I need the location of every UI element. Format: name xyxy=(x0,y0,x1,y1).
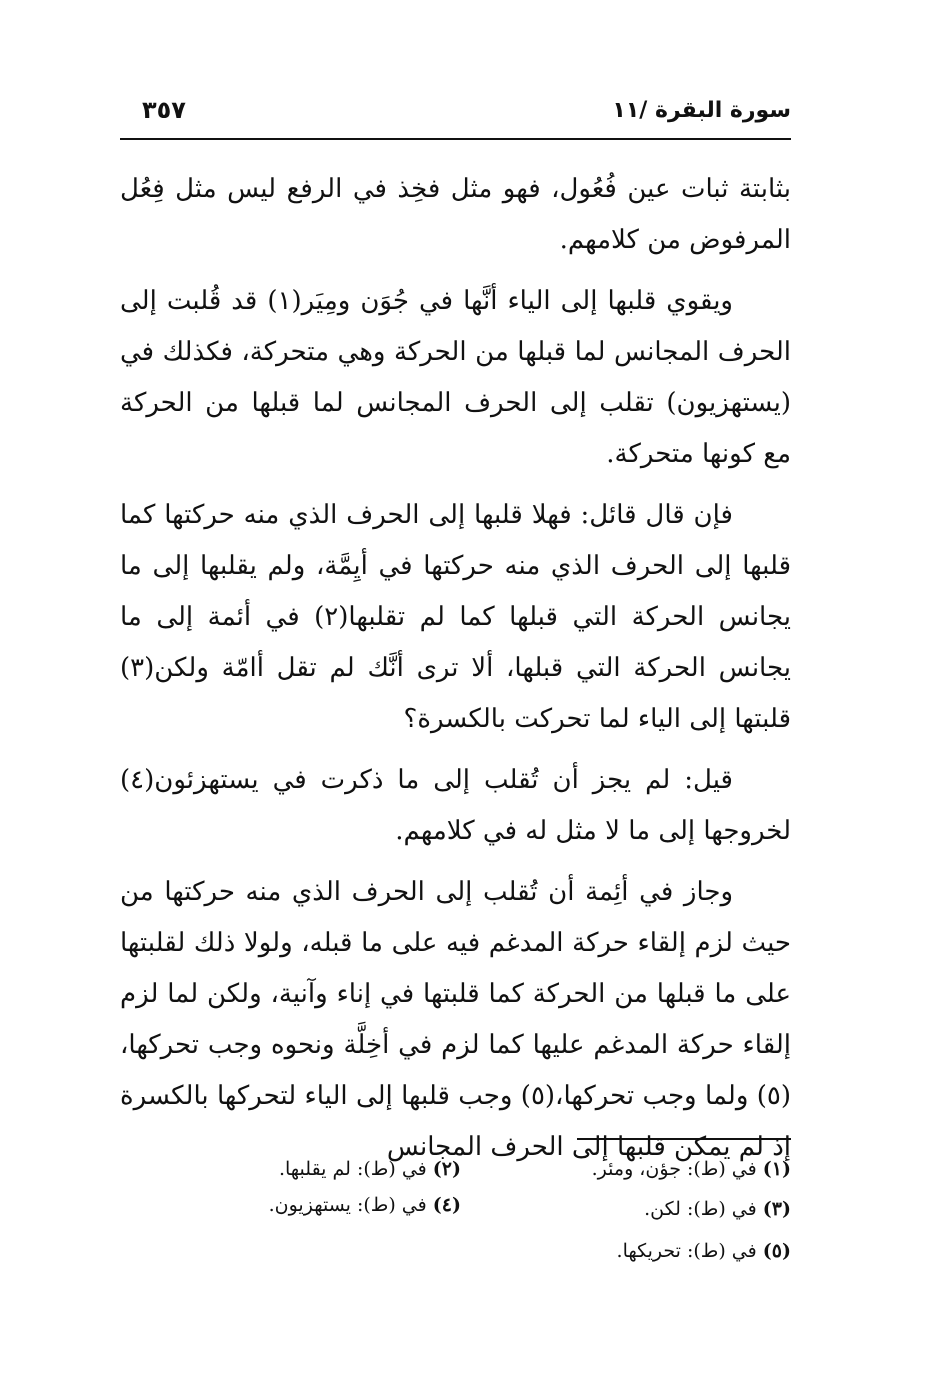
footnote-divider xyxy=(577,1138,791,1140)
paragraph-5: وجاز في أئِمة أن تُقلب إلى الحرف الذي منه حركتها من حيث لزم إلقاء حركة المدغم فيه على ما قبله، ولولا ذلك لقلبتها على ما قبلها من الحركة كما قلبتها في إناء وآنية، ولكن لما لزم إلقاء حركة المدغم عليها كما لزم في أخِلَّة ونحوه وجب تحركها،(٥) ولما وجب تحركها،(٥) وجب قلبها إلى الياء لتحركها بالكسرة إذ لم يمكن قلبها إلى الحرف المجانس xyxy=(120,877,791,1162)
footnote-number: (٤) xyxy=(432,1194,461,1216)
paragraph-4: قيل: لم يجز أن تُقلب إلى ما ذكرت في يستهزئون(٤) لخروجها إلى ما لا مثل له في كلامهم. xyxy=(120,765,791,846)
footnote-text: في (ط): تحريكها. xyxy=(616,1240,757,1262)
footnote-1 xyxy=(592,1158,791,1180)
footnote-text: في (ط): يستهزيون. xyxy=(268,1194,427,1216)
footnote-2 xyxy=(279,1158,461,1180)
footnote-number: (٢) xyxy=(432,1158,461,1180)
paragraph-1: بثابتة ثبات عين فُعُول، فهو مثل فخِذ في الرفع ليس مثل فِعُل المرفوض من كلامهم. xyxy=(120,174,791,255)
footnote-text: في (ط): لكن. xyxy=(644,1198,757,1220)
footnote-3 xyxy=(644,1198,791,1220)
footnote-5 xyxy=(617,1240,791,1262)
footnote-text: في (ط): جؤن، ومئر. xyxy=(591,1158,757,1180)
running-title: سورة البقرة /١١ xyxy=(612,98,791,123)
footnote-4 xyxy=(269,1194,461,1216)
page-header xyxy=(120,92,791,140)
page-number: ٣٥٧ xyxy=(142,96,186,124)
main-text xyxy=(120,164,791,1183)
paragraph-3: فإن قال قائل: فهلا قلبها إلى الحرف الذي منه حركتها كما قلبها إلى الحرف الذي منه حركتها في أيِمَّة، ولم يقلبها إلى ما يجانس الحركة التي قبلها كما لم تقلبها(٢) في أئمة إلى ما يجانس الحركة التي قبلها، ألا ترى أنَّك لم تقل أامّة ولكن(٣) قلبتها إلى الياء لما تحركت بالكسرة؟ xyxy=(120,500,792,734)
footnote-text: في (ط): لم يقلبها. xyxy=(278,1158,427,1180)
footnote-number: (١) xyxy=(762,1158,791,1180)
footnote-number: (٣) xyxy=(762,1198,791,1220)
footnote-number: (٥) xyxy=(762,1240,791,1262)
paragraph-2: ويقوي قلبها إلى الياء أنَّها في جُوَن ومِيَر(١) قد قُلبت إلى الحرف المجانس لما قبلها من الحركة وهي متحركة، فكذلك في (يستهزيون) تقلب إلى الحرف المجانس لما قبلها من الحركة مع كونها متحركة. xyxy=(120,286,791,469)
